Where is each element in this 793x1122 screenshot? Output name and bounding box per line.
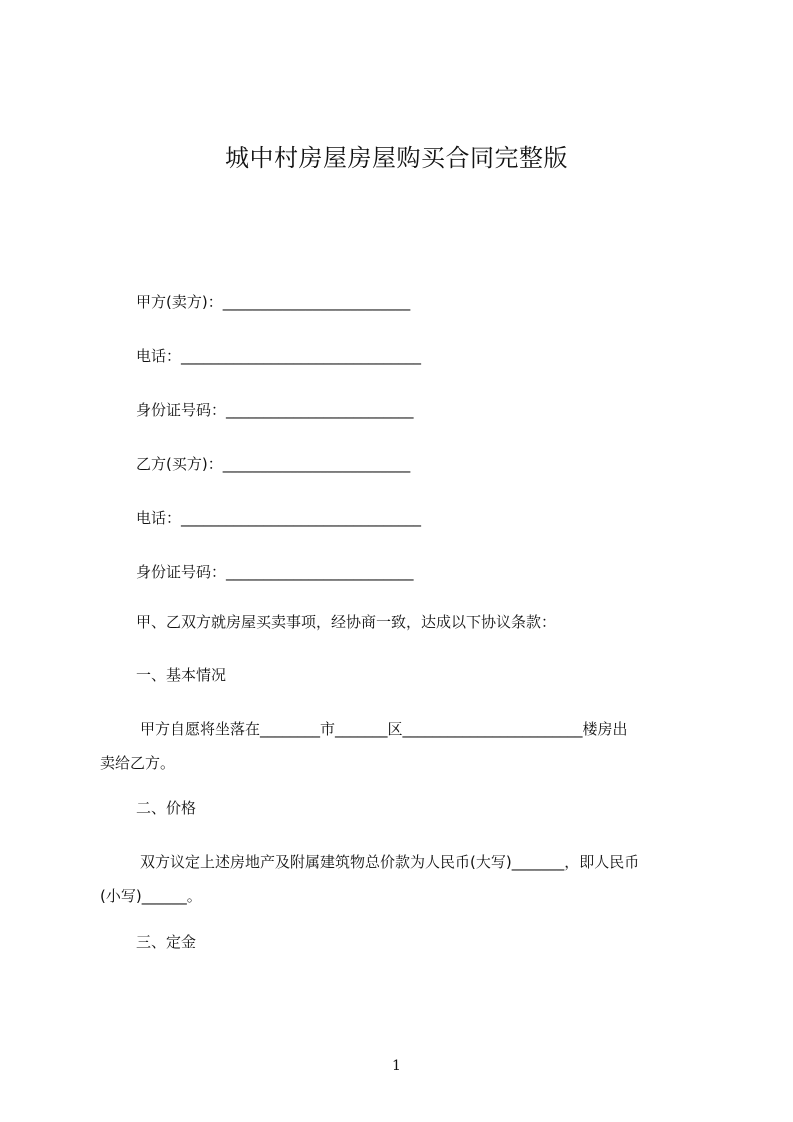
document-title: 城中村房屋房屋购买合同完整版	[225, 144, 568, 172]
page-number: 1	[392, 1058, 401, 1074]
seller-id-field: 身份证号码：_________________________	[136, 401, 414, 419]
buyer-id-field: 身份证号码：_________________________	[136, 563, 414, 581]
seller-phone-field: 电话：________________________________	[136, 347, 422, 365]
basic-info-line-1: 甲方自愿将坐落在________市_______区________________________楼房出	[140, 720, 628, 738]
basic-info-line-2: 卖给乙方。	[100, 754, 176, 772]
section-heading-price: 二、价格	[136, 799, 197, 817]
price-line-2: (小写)______。	[100, 887, 202, 905]
intro-paragraph: 甲、乙双方就房屋买卖事项，经协商一致，达成以下协议条款：	[136, 613, 557, 631]
price-paragraph	[100, 845, 704, 913]
seller-name-field: 甲方(卖方)：_________________________	[136, 293, 411, 311]
section-heading-basic-info: 一、基本情况	[136, 666, 227, 684]
buyer-phone-field: 电话：________________________________	[136, 509, 422, 527]
price-line-1: 双方议定上述房地产及附属建筑物总价款为人民币(大写)_______，即人民币	[140, 853, 640, 871]
section-heading-deposit: 三、定金	[136, 933, 197, 951]
buyer-name-field: 乙方(买方)：_________________________	[136, 455, 411, 473]
basic-info-paragraph	[100, 712, 704, 780]
